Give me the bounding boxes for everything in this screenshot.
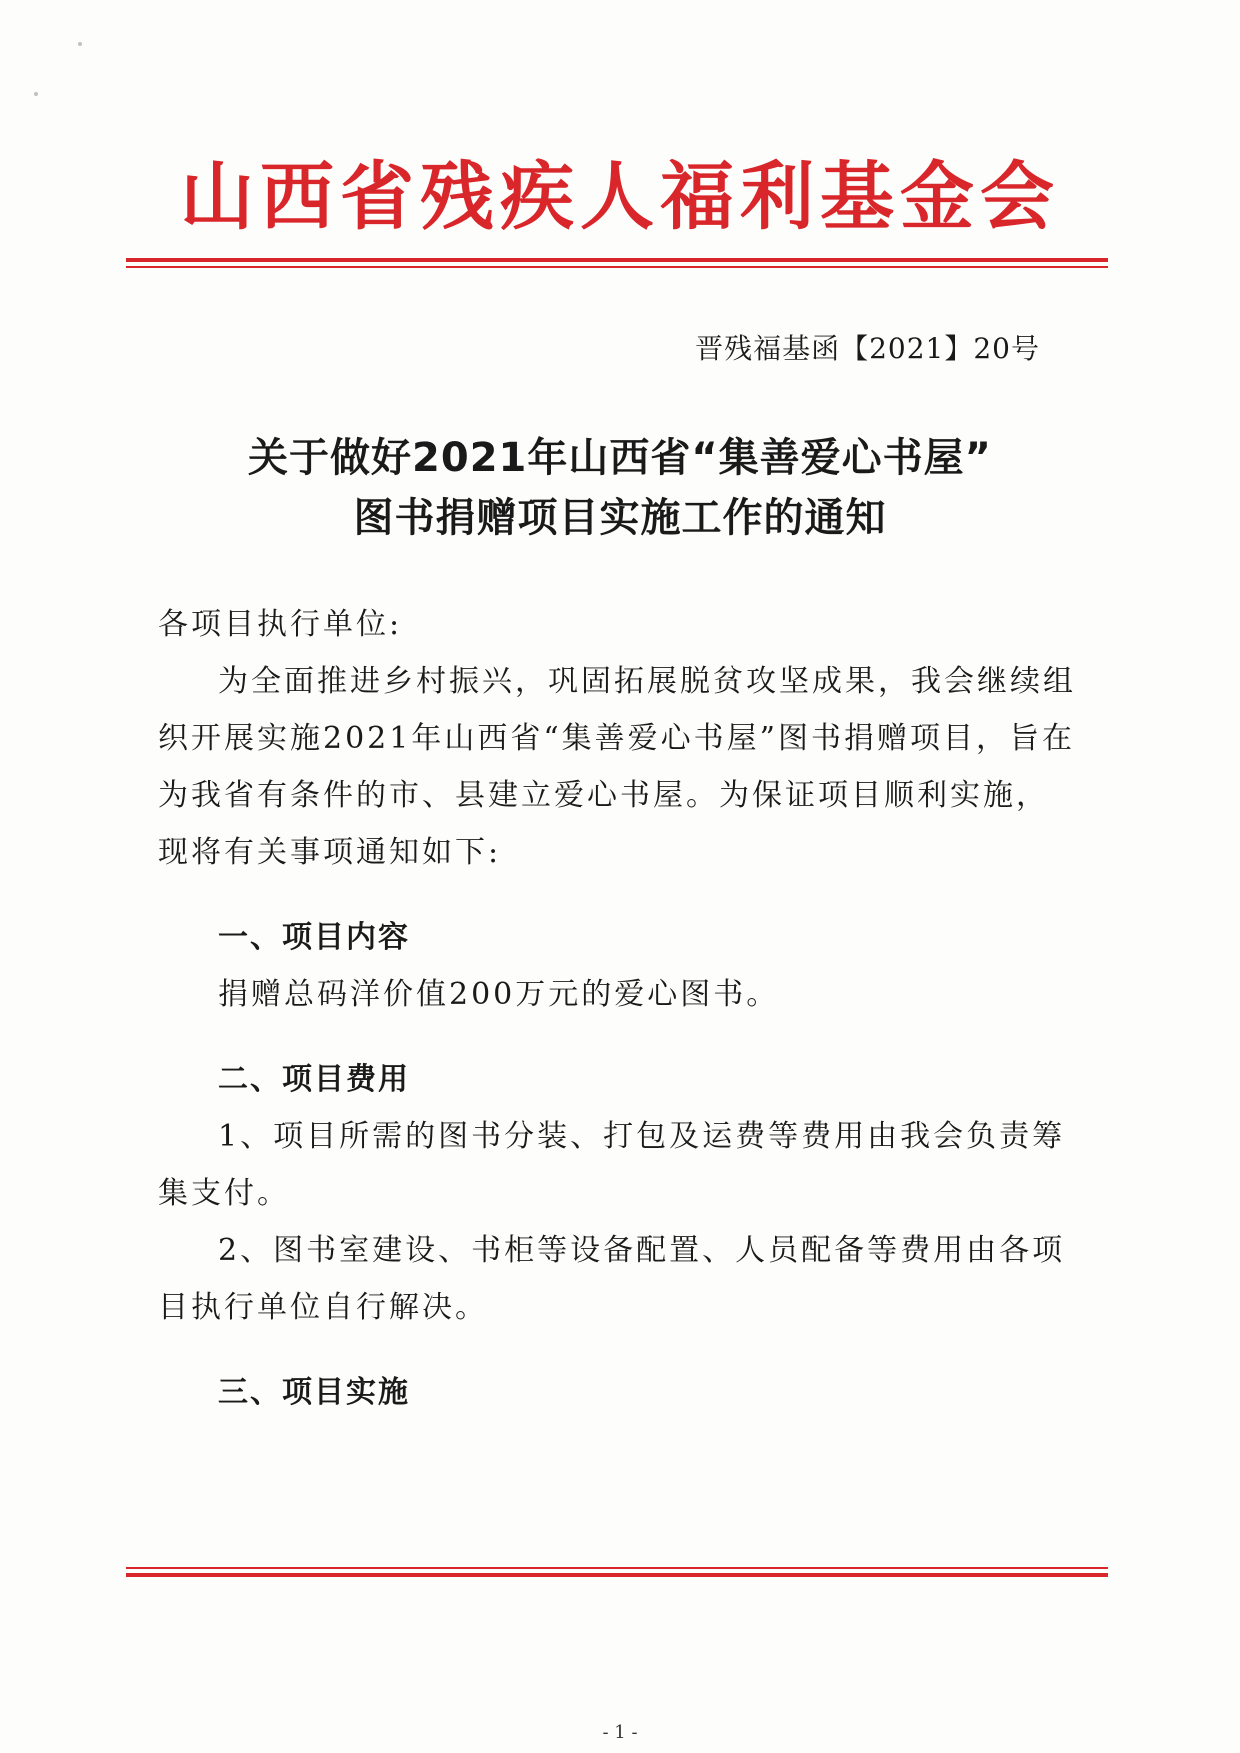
body-text xyxy=(158,596,1078,1421)
letterhead-red-rule xyxy=(126,258,1108,268)
letterhead-org-name: 山西省残疾人福利基金会 xyxy=(180,154,1060,240)
section-paragraph: 捐赠总码洋价值200万元的爱心图书。 xyxy=(218,977,780,1012)
footer-red-rule xyxy=(126,1567,1108,1577)
notice-title xyxy=(140,428,1100,548)
title-line-1: 关于做好2021年山西省“集善爱心书屋” xyxy=(248,435,992,481)
page-number: - 1 - xyxy=(602,1722,638,1743)
title-line-2: 图书捐赠项目实施工作的通知 xyxy=(353,495,887,541)
scan-speck xyxy=(34,92,38,96)
section-heading: 一、项目内容 xyxy=(218,920,410,955)
section-heading: 二、项目费用 xyxy=(218,1062,410,1097)
intro-paragraph: 为全面推进乡村振兴，巩固拓展脱贫攻坚成果，我会继续组织开展实施2021年山西省“集善爱心书屋”图书捐赠项目，旨在为我省有条件的市、县建立爱心书屋。为保证项目顺利实施，现将有关事项通知如下: xyxy=(158,664,1076,870)
section-heading: 三、项目实施 xyxy=(218,1375,410,1410)
scan-speck xyxy=(78,42,82,46)
document-number: 晋残福基函【2021】20号 xyxy=(695,332,1040,365)
section-paragraph: 1、项目所需的图书分装、打包及运费等费用由我会负责筹集支付。 xyxy=(158,1119,1066,1211)
salutation: 各项目执行单位: xyxy=(158,607,403,642)
section-paragraph: 2、图书室建设、书柜等设备配置、人员配备等费用由各项目执行单位自行解决。 xyxy=(158,1233,1066,1325)
